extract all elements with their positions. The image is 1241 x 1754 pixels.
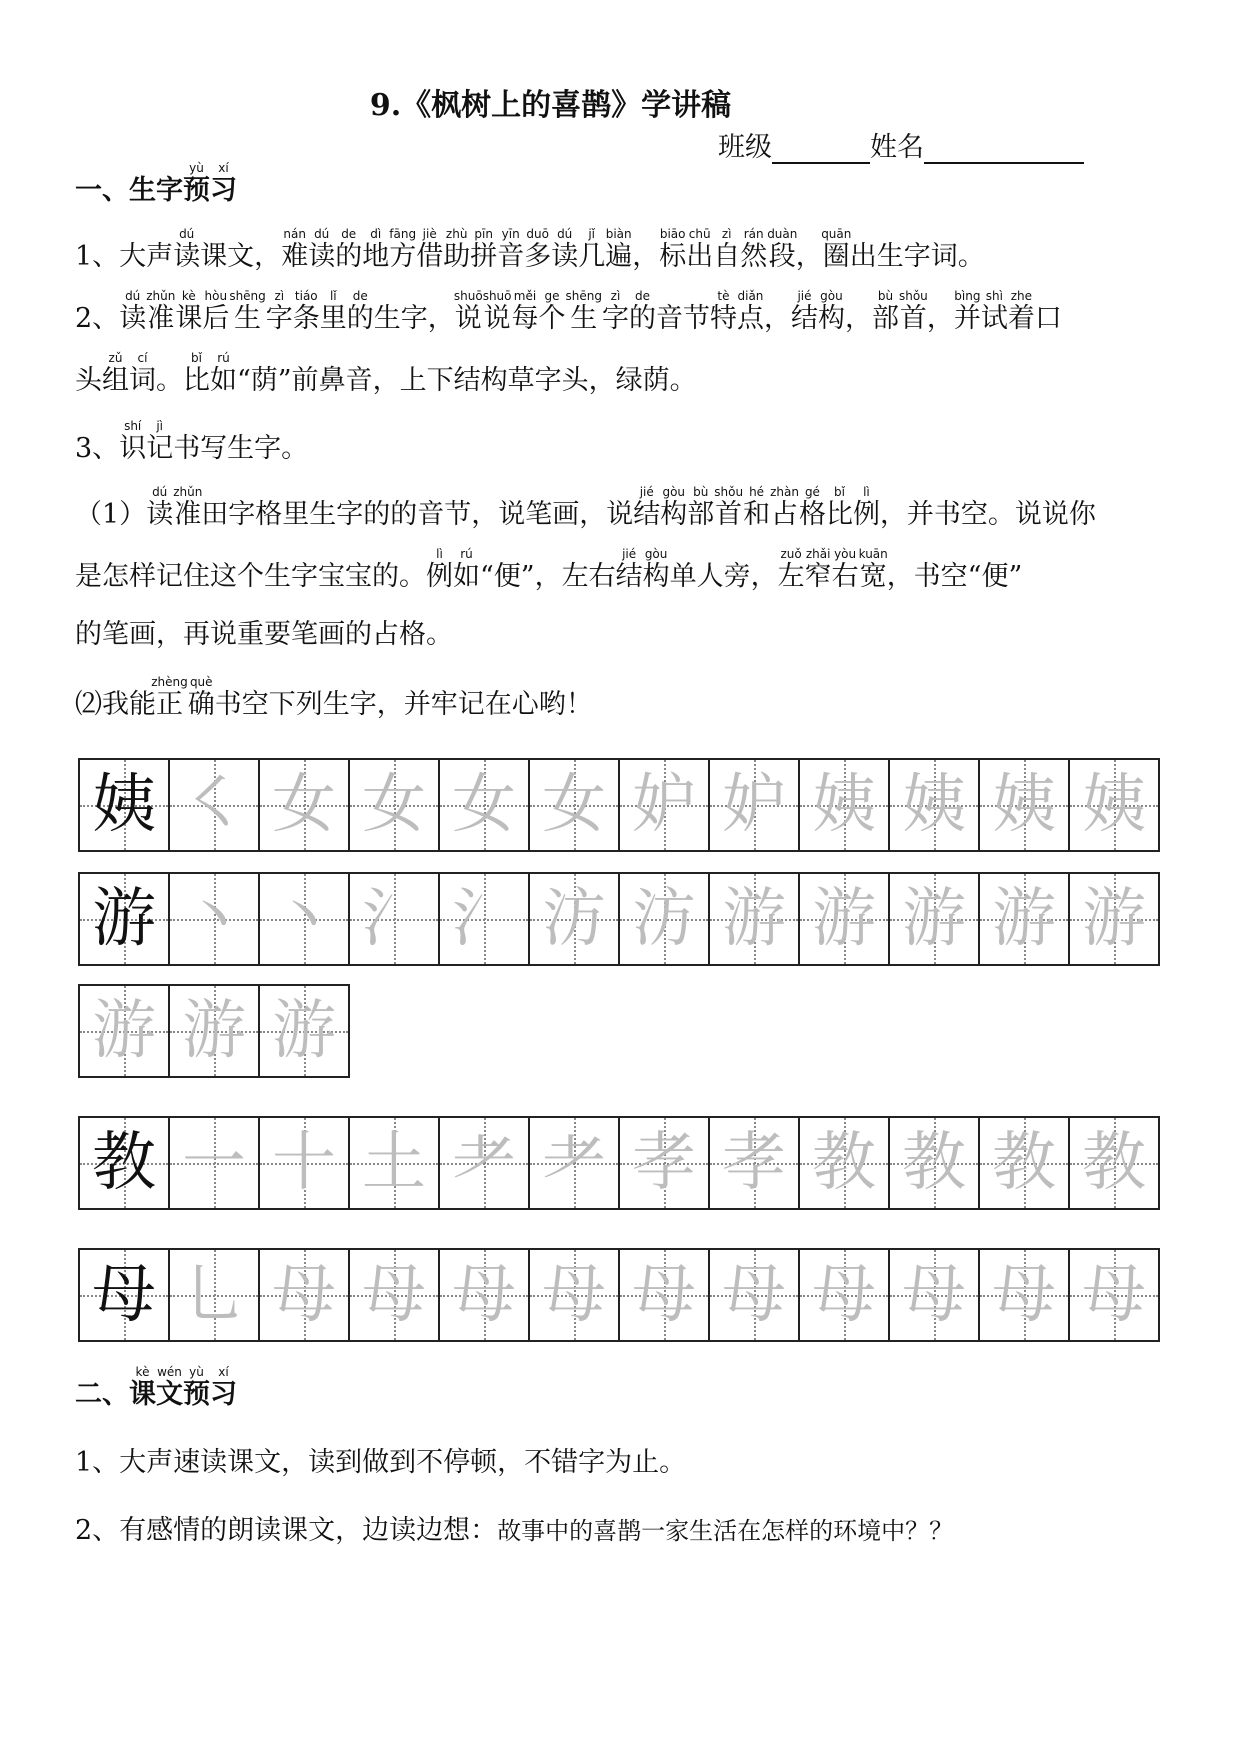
ruby-char: 结jié bbox=[633, 485, 661, 530]
name-label: 姓名 bbox=[870, 132, 924, 163]
ruby-char: 地dì bbox=[362, 227, 390, 272]
trace-character: ㇛ bbox=[182, 768, 246, 842]
ruby-char: 结jié bbox=[615, 547, 643, 592]
trace-character: 耂 bbox=[452, 1126, 516, 1200]
ruby-char: 读dú bbox=[551, 227, 579, 272]
ruby-char: 构gòu bbox=[817, 289, 845, 334]
trace-character: 母 bbox=[632, 1258, 696, 1332]
trace-character: 女 bbox=[362, 768, 426, 842]
text-run: 。 bbox=[156, 365, 183, 396]
text-run: ，并书空。说说你 bbox=[879, 499, 1096, 530]
ruby-char: 每měi bbox=[511, 289, 539, 334]
ruby-char: 首shǒu bbox=[714, 485, 744, 530]
grid-cell[interactable] bbox=[530, 1118, 620, 1208]
ruby-char: 宽kuān bbox=[858, 547, 888, 592]
s2-line-2: 2、有感情的朗读课文，边读边想：故事中的喜鹊一家生活在怎样的环境中？？ bbox=[75, 1515, 954, 1546]
trace-character: 母 bbox=[272, 1258, 336, 1332]
ruby-char: 首shǒu bbox=[898, 289, 928, 334]
grid-cell[interactable] bbox=[890, 874, 980, 964]
trace-character: 姨 bbox=[1082, 768, 1146, 842]
ruby-char: 然rán bbox=[740, 227, 768, 272]
trace-character: 游 bbox=[902, 882, 966, 956]
s2-line-1: 1、大声速读课文，读到做到不停顿，不错字为止。 bbox=[75, 1447, 687, 1478]
text-run: 书写生字。 bbox=[173, 433, 309, 464]
grid-cell[interactable] bbox=[80, 1250, 170, 1340]
text-run: 是怎样记住这个生字宝宝的。 bbox=[75, 561, 426, 592]
grid-cell[interactable] bbox=[80, 986, 170, 1076]
grid-cell[interactable] bbox=[1070, 874, 1160, 964]
ruby-char: 部bù bbox=[871, 289, 899, 334]
s1-line-5 bbox=[75, 486, 1096, 531]
ruby-char: 条tiáo bbox=[292, 289, 320, 334]
text-run: 1、大声 bbox=[75, 241, 174, 272]
section-2-heading bbox=[75, 1366, 237, 1411]
text-run: 3、 bbox=[75, 433, 120, 464]
ruby-char: 部bù bbox=[687, 485, 715, 530]
trace-character: 乚 bbox=[182, 1258, 246, 1332]
grid-cell[interactable] bbox=[800, 1118, 890, 1208]
ruby-char: 课kè bbox=[129, 1365, 156, 1410]
grid-cell[interactable] bbox=[260, 1118, 350, 1208]
s1-line-6 bbox=[75, 548, 1022, 593]
grid-cell[interactable] bbox=[890, 760, 980, 850]
s1-line-7: 的笔画，再说重要笔画的占格。 bbox=[75, 619, 453, 650]
ruby-char: 拼pīn bbox=[470, 227, 498, 272]
ruby-char: 例lì bbox=[426, 547, 453, 592]
grid-cell[interactable] bbox=[710, 760, 800, 850]
trace-character: 姨 bbox=[812, 768, 876, 842]
grid-cell[interactable] bbox=[980, 760, 1070, 850]
text-run: ， bbox=[632, 241, 660, 272]
grid-cell[interactable] bbox=[440, 1250, 530, 1340]
s1-line-3 bbox=[75, 352, 697, 397]
ruby-char: 例lì bbox=[852, 485, 880, 530]
grid-cell[interactable] bbox=[440, 760, 530, 850]
ruby-char: 难nán bbox=[281, 227, 309, 272]
ruby-char: 点diǎn bbox=[736, 289, 764, 334]
grid-cell[interactable] bbox=[800, 874, 890, 964]
grid-cell[interactable] bbox=[710, 1250, 800, 1340]
trace-character: 教 bbox=[902, 1126, 966, 1200]
ruby-char: 左zuǒ bbox=[777, 547, 805, 592]
trace-character: 妒 bbox=[632, 768, 696, 842]
grid-cell[interactable] bbox=[620, 760, 710, 850]
trace-character: 游 bbox=[272, 994, 336, 1068]
ruby-char: 字zì bbox=[265, 289, 293, 334]
trace-character: 教 bbox=[1082, 1126, 1146, 1200]
text-run: 口 bbox=[1034, 303, 1062, 334]
grid-cell[interactable] bbox=[80, 874, 170, 964]
grid-cell[interactable] bbox=[530, 1250, 620, 1340]
trace-character: 孝 bbox=[722, 1126, 786, 1200]
grid-cell[interactable] bbox=[350, 1118, 440, 1208]
grid-row-5 bbox=[78, 1248, 1160, 1342]
trace-character: 母 bbox=[992, 1258, 1056, 1332]
text-run: 出生字词。 bbox=[849, 241, 985, 272]
text-run: 课文， bbox=[200, 241, 282, 272]
ruby-char: 如rú bbox=[453, 547, 480, 592]
grid-cell[interactable] bbox=[530, 760, 620, 850]
ruby-char: 词cí bbox=[129, 351, 156, 396]
s1-line-2 bbox=[75, 290, 1062, 335]
grid-row-2 bbox=[78, 872, 1160, 966]
grid-cell[interactable] bbox=[800, 760, 890, 850]
grid-cell[interactable] bbox=[620, 874, 710, 964]
grid-cell[interactable] bbox=[350, 874, 440, 964]
grid-row-1 bbox=[78, 758, 1160, 852]
ruby-char: 如rú bbox=[210, 351, 237, 396]
text-run: 书空下列生字，并牢记在心哟！ bbox=[214, 689, 593, 720]
trace-character: 母 bbox=[722, 1258, 786, 1332]
ruby-char: 字zì bbox=[601, 289, 629, 334]
class-name-line bbox=[718, 125, 1084, 164]
ruby-char: 着zhe bbox=[1007, 289, 1035, 334]
class-blank[interactable] bbox=[772, 134, 870, 164]
text-run: 单人旁， bbox=[669, 561, 778, 592]
ruby-char: 习xí bbox=[210, 161, 237, 206]
grid-cell[interactable] bbox=[260, 1250, 350, 1340]
text-run: ， bbox=[763, 303, 791, 334]
s1-line-8 bbox=[75, 676, 593, 721]
grid-cell[interactable] bbox=[80, 1118, 170, 1208]
ruby-char: 组zǔ bbox=[102, 351, 129, 396]
ruby-char: 段duàn bbox=[767, 227, 798, 272]
trace-character: 游 bbox=[722, 882, 786, 956]
ruby-char: 后hòu bbox=[202, 289, 230, 334]
trace-character: 游 bbox=[92, 994, 156, 1068]
trace-character: 母 bbox=[812, 1258, 876, 1332]
ruby-char: 多duō bbox=[524, 227, 552, 272]
grid-cell[interactable] bbox=[350, 760, 440, 850]
ruby-char: 说shuō bbox=[453, 289, 483, 334]
grid-cell[interactable] bbox=[890, 1118, 980, 1208]
grid-cell[interactable] bbox=[170, 1118, 260, 1208]
ruby-char: 窄zhǎi bbox=[804, 547, 832, 592]
trace-character: 十 bbox=[272, 1126, 336, 1200]
ruby-char: 识shí bbox=[119, 419, 147, 464]
text-run: 音节 bbox=[655, 303, 710, 334]
text-run: 田字格里生字的的音节，说笔画，说 bbox=[201, 499, 634, 530]
trace-character: 母 bbox=[1082, 1258, 1146, 1332]
ruby-char: 生shēng bbox=[565, 289, 602, 334]
text-run: 生字， bbox=[373, 303, 455, 334]
ruby-char: 格gé bbox=[798, 485, 826, 530]
trace-character: 丶 bbox=[182, 882, 246, 956]
grid-cell[interactable] bbox=[1070, 1118, 1160, 1208]
text-run: ，书空“便” bbox=[886, 561, 1023, 592]
ruby-char: 个ge bbox=[538, 289, 566, 334]
trace-character: 母 bbox=[542, 1258, 606, 1332]
grid-cell[interactable] bbox=[620, 1118, 710, 1208]
ruby-char: 说shuō bbox=[482, 289, 512, 334]
grid-cell[interactable] bbox=[800, 1250, 890, 1340]
ruby-char: 遍biàn bbox=[605, 227, 633, 272]
text-run: 头 bbox=[75, 365, 102, 396]
ruby-char: 方fāng bbox=[389, 227, 417, 272]
ruby-char: 的de bbox=[628, 289, 656, 334]
text-run: 2、 bbox=[75, 303, 120, 334]
text-run: ， bbox=[844, 303, 872, 334]
name-blank[interactable] bbox=[924, 134, 1084, 164]
text-run: ， bbox=[926, 303, 954, 334]
trace-character: 女 bbox=[452, 768, 516, 842]
grid-cell[interactable] bbox=[170, 1250, 260, 1340]
trace-character: 游 bbox=[812, 882, 876, 956]
grid-cell[interactable] bbox=[170, 874, 260, 964]
ruby-char: 构gòu bbox=[660, 485, 688, 530]
trace-character: 土 bbox=[362, 1126, 426, 1200]
ruby-char: 读dú bbox=[173, 227, 201, 272]
trace-character: 女 bbox=[542, 768, 606, 842]
grid-cell[interactable] bbox=[980, 1250, 1070, 1340]
text-run: “荫”前鼻音，上下结构草字头，绿荫。 bbox=[237, 365, 697, 396]
grid-cell[interactable] bbox=[1070, 1250, 1160, 1340]
model-character: 教 bbox=[92, 1126, 156, 1200]
ruby-char: 课kè bbox=[175, 289, 203, 334]
ruby-char: 正zhèng bbox=[151, 675, 188, 720]
grid-cell[interactable] bbox=[80, 760, 170, 850]
ruby-char: 几jǐ bbox=[578, 227, 606, 272]
trace-character: 姨 bbox=[992, 768, 1056, 842]
page-title: 9.《枫树上的喜鹊》学讲稿 bbox=[369, 88, 732, 123]
text-run: （1） bbox=[75, 499, 147, 530]
grid-cell[interactable] bbox=[260, 760, 350, 850]
grid-cell[interactable] bbox=[440, 1118, 530, 1208]
grid-cell[interactable] bbox=[440, 874, 530, 964]
text-run: 一、生字 bbox=[75, 175, 183, 206]
ruby-char: 试shì bbox=[980, 289, 1008, 334]
trace-character: 教 bbox=[812, 1126, 876, 1200]
ruby-char: 右yòu bbox=[831, 547, 859, 592]
trace-character: 教 bbox=[992, 1126, 1056, 1200]
trace-character: 姨 bbox=[902, 768, 966, 842]
ruby-char: 比bǐ bbox=[183, 351, 210, 396]
trace-character: 丶 bbox=[272, 882, 336, 956]
trace-character: 游 bbox=[182, 994, 246, 1068]
text-run: ⑵我能 bbox=[75, 689, 156, 720]
ruby-char: 占zhàn bbox=[770, 485, 799, 530]
grid-cell[interactable] bbox=[1070, 760, 1160, 850]
ruby-char: 特tè bbox=[709, 289, 737, 334]
model-character: 姨 bbox=[92, 768, 156, 842]
ruby-char: 的de bbox=[335, 227, 363, 272]
ruby-char: 记jì bbox=[146, 419, 174, 464]
s2-question: 故事中的喜鹊一家生活在怎样的环境中？？ bbox=[497, 1517, 954, 1545]
trace-character: 母 bbox=[362, 1258, 426, 1332]
text-run: “便”，左右 bbox=[480, 561, 616, 592]
class-label: 班级 bbox=[718, 132, 772, 163]
s1-line-1 bbox=[75, 228, 985, 273]
ruby-char: 确què bbox=[187, 675, 215, 720]
grid-row-4 bbox=[78, 1116, 1160, 1210]
trace-character: 一 bbox=[182, 1126, 246, 1200]
ruby-char: 习xí bbox=[210, 1365, 237, 1410]
grid-cell[interactable] bbox=[890, 1250, 980, 1340]
ruby-char: 并bìng bbox=[953, 289, 981, 334]
text-run: 二、 bbox=[75, 1379, 129, 1410]
grid-cell[interactable] bbox=[530, 874, 620, 964]
trace-character: 孝 bbox=[632, 1126, 696, 1200]
ruby-char: 借jiè bbox=[416, 227, 444, 272]
grid-cell[interactable] bbox=[620, 1250, 710, 1340]
ruby-char: 构gòu bbox=[642, 547, 670, 592]
grid-cell[interactable] bbox=[260, 986, 350, 1076]
grid-cell[interactable] bbox=[170, 760, 260, 850]
ruby-char: 标biāo bbox=[659, 227, 687, 272]
trace-character: 游 bbox=[1082, 882, 1146, 956]
ruby-char: 圈quān bbox=[821, 227, 852, 272]
trace-character: 妒 bbox=[722, 768, 786, 842]
ruby-char: 读dú bbox=[119, 289, 147, 334]
ruby-char: 生shēng bbox=[229, 289, 266, 334]
ruby-char: 预yù bbox=[183, 161, 210, 206]
ruby-char: 自zì bbox=[713, 227, 741, 272]
section-1-heading bbox=[75, 162, 237, 207]
text-run: ， bbox=[795, 241, 823, 272]
grid-row-3 bbox=[78, 984, 350, 1078]
grid-cell[interactable] bbox=[710, 1118, 800, 1208]
s1-line-4 bbox=[75, 420, 308, 465]
ruby-char: 准zhǔn bbox=[173, 485, 203, 530]
ruby-char: 文wén bbox=[156, 1365, 183, 1410]
ruby-char: 和hé bbox=[743, 485, 771, 530]
grid-cell[interactable] bbox=[170, 986, 260, 1076]
model-character: 游 bbox=[92, 882, 156, 956]
trace-character: 女 bbox=[272, 768, 336, 842]
trace-character: 游 bbox=[992, 882, 1056, 956]
ruby-char: 读dú bbox=[146, 485, 174, 530]
trace-character: 氵 bbox=[452, 882, 516, 956]
ruby-char: 的de bbox=[346, 289, 374, 334]
grid-cell[interactable] bbox=[710, 874, 800, 964]
model-character: 母 bbox=[92, 1258, 156, 1332]
ruby-char: 比bǐ bbox=[825, 485, 853, 530]
ruby-char: 准zhǔn bbox=[146, 289, 176, 334]
trace-character: 汸 bbox=[542, 882, 606, 956]
ruby-char: 出chū bbox=[686, 227, 714, 272]
ruby-char: 预yù bbox=[183, 1365, 210, 1410]
grid-cell[interactable] bbox=[350, 1250, 440, 1340]
ruby-char: 里lǐ bbox=[319, 289, 347, 334]
trace-character: 母 bbox=[452, 1258, 516, 1332]
ruby-char: 结jié bbox=[790, 289, 818, 334]
trace-character: 汸 bbox=[632, 882, 696, 956]
trace-character: 耂 bbox=[542, 1126, 606, 1200]
grid-cell[interactable] bbox=[260, 874, 350, 964]
grid-cell[interactable] bbox=[980, 1118, 1070, 1208]
ruby-char: 助zhù bbox=[443, 227, 471, 272]
trace-character: 母 bbox=[902, 1258, 966, 1332]
trace-character: 氵 bbox=[362, 882, 426, 956]
grid-cell[interactable] bbox=[980, 874, 1070, 964]
ruby-char: 读dú bbox=[308, 227, 336, 272]
ruby-char: 音yīn bbox=[497, 227, 525, 272]
